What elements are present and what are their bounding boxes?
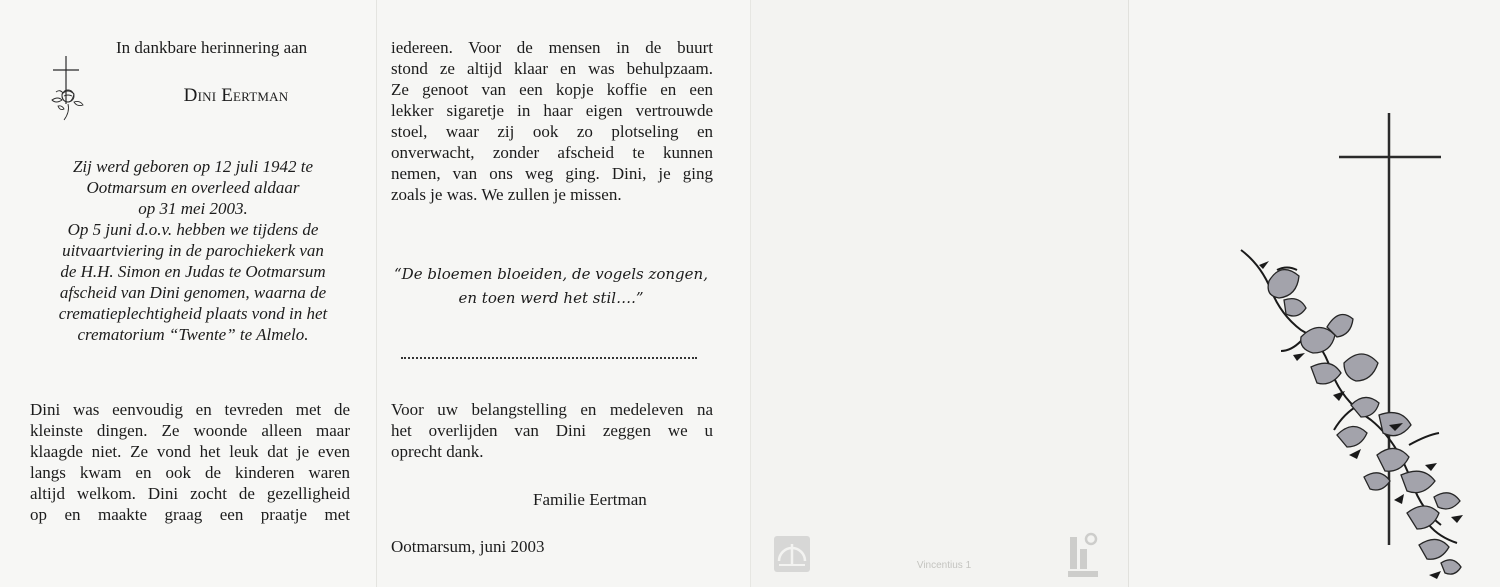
paragraph-line: kleinste dingen. Ze woonde alleen maar (30, 421, 350, 440)
paragraph-line: onverwacht, zonder afscheid te kunnen (391, 143, 713, 162)
card-panel-front (1128, 0, 1500, 587)
biography-block (36, 156, 350, 345)
bio-line: crematieplechtigheid plaats vond in het (58, 304, 328, 323)
deceased-name: Dini Eertman (183, 85, 289, 106)
bio-line: crematorium “Twente” te Almelo. (77, 325, 309, 344)
quote-line: en toen werd het stil….” (458, 289, 644, 307)
paragraph-line: stond ze altijd klaar en was behulpzaam. (391, 59, 713, 78)
cross-with-ivy-icon (1229, 105, 1500, 585)
paragraph-line: lekker sigaretje in haar eigen vertrouwde (391, 101, 713, 120)
bio-line: uitvaartviering in de parochiekerk van (62, 241, 324, 260)
paragraph-line: zoals je was. We zullen je missen. (391, 185, 622, 204)
bio-line: op 31 mei 2003. (138, 199, 248, 218)
publisher-logo-icon (773, 535, 811, 573)
paragraph-line: altijd welkom. Dini zocht de gezelligheid (30, 484, 350, 503)
paragraph-line: stoel, waar zij ook zo plotseling en (391, 122, 713, 141)
paragraph-line: iedereen. Voor de mensen in de buurt (391, 38, 713, 57)
intro-line: In dankbare herinnering aan (116, 38, 308, 57)
paragraph-line: langs kwam en ook de kinderen waren (30, 463, 350, 482)
thanks-line: oprecht dank. (391, 442, 484, 461)
thanks-paragraph (391, 399, 713, 462)
footer-text: Vincentius 1 (916, 560, 972, 571)
quote-line: “De bloemen bloeiden, de vogels zongen, (394, 265, 708, 283)
bio-line: Op 5 juni d.o.v. hebben we tijdens de (67, 220, 319, 239)
bio-line: afscheid van Dini genomen, waarna de (59, 283, 327, 302)
paragraph-line: Ze genoot van een kopje koffie en een (391, 80, 713, 99)
paragraph-line: klaagde niet. Ze vond het leuk dat je even (30, 442, 350, 461)
family-signature: Familie Eertman (533, 490, 647, 509)
bio-line: Zij werd geboren op 12 juli 1942 te (72, 157, 314, 176)
paragraph-line: nemen, van ons weg ging. Dini, je ging (391, 164, 713, 183)
place-date: Ootmarsum, juni 2003 (391, 537, 545, 556)
card-panel-middle (376, 0, 750, 587)
memorial-paragraph-part1 (30, 399, 350, 525)
bio-line: de H.H. Simon en Judas te Ootmarsum (60, 262, 326, 281)
paragraph-line: Dini was eenvoudig en tevreden met de (30, 400, 350, 419)
dotted-divider (401, 357, 697, 359)
cross-with-flower-icon (44, 54, 88, 122)
paragraph-line: op en maakte graag een praatje met (30, 505, 350, 524)
thanks-line: het overlijden van Dini zeggen we u (391, 421, 713, 440)
memorial-paragraph-part2 (391, 37, 713, 205)
bio-line: Ootmarsum en overleed aldaar (86, 178, 300, 197)
card-panel-back (750, 0, 1128, 587)
printer-logo-icon (1066, 531, 1100, 579)
poem-quote (391, 262, 711, 310)
card-panel-left (0, 0, 376, 587)
thanks-line: Voor uw belangstelling en medeleven na (391, 400, 713, 419)
